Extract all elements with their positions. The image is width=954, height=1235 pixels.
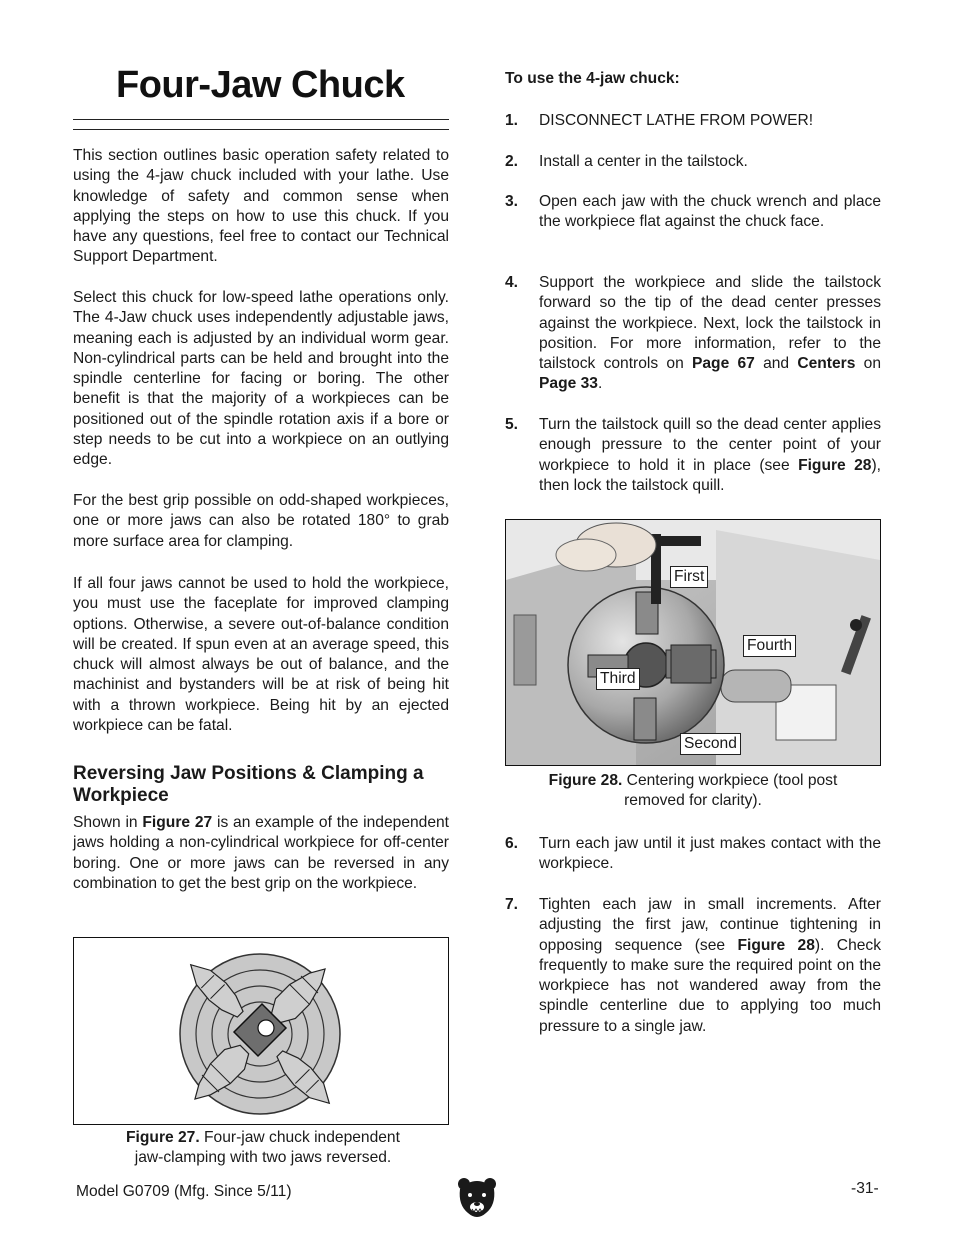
footer-page-number: -31- bbox=[851, 1180, 879, 1197]
figure-27-ref: Figure 27 bbox=[142, 814, 213, 831]
figure-28 bbox=[505, 519, 881, 766]
figure-28-caption: Figure 28. Centering workpiece (tool post removed for clarity). bbox=[548, 772, 838, 810]
step-3: 3. Open each jaw with the chuck wrench and place the workpiece flat against the chuck face. bbox=[505, 193, 881, 231]
step-1: 1. DISCONNECT LATHE FROM POWER! bbox=[505, 112, 814, 129]
step-7: 7. Tighten each jaw in small increments. After adjusting the first jaw, continue tightening in opposing sequence (see Figure 28). Check frequently to make sure the required point on the workpiece has not wandered away from the spindle centerline due to applying too much pressure to a single jaw. bbox=[505, 896, 882, 1035]
reversing-paragraph: Shown in Figure 27 is an example of the independent jaws holding a non-cylindrical workpiece for off-center boring. One or more jaws can be reversed in any combination to get the best grip on the workpiece. bbox=[73, 814, 450, 892]
step-5: 5. Turn the tailstock quill so the dead center applies enough pressure to the center point of your workpiece to hold it in place (see Figure 28), then lock the tailstock quill. bbox=[505, 416, 881, 494]
step-2: 2. Install a center in the tailstock. bbox=[505, 153, 748, 170]
grip-paragraph: For the best grip possible on odd-shaped workpieces, one or more jaws can also be rotated 180° to grab more surface area for clamping. bbox=[73, 492, 449, 550]
lathe-chuck-photo bbox=[506, 520, 880, 765]
warning-paragraph: If all four jaws cannot be used to hold the workpiece, you must use the faceplate for improved clamping options. Otherwise, a severe out-of-balance condition will be created. If spun even at an average speed, this chuck will almost always be out of balance, and the machinist and bystanders will be at risk of being hit with a thrown workpiece. Being hit by an ejected workpiece can be fatal. bbox=[73, 575, 449, 735]
steps-heading: To use the 4-jaw chuck: bbox=[505, 70, 680, 87]
title-rule-bottom bbox=[73, 129, 449, 130]
figure-27-caption: Figure 27. Four-jaw chuck independent jaw-clamping with two jaws reversed. bbox=[126, 1129, 400, 1167]
intro-paragraph: This section outlines basic operation safety related to using the 4-jaw chuck included with your lathe. Use knowledge of safety and common sense when applying the steps on how to use this chuck. If you have any questions, feel free to contact our Technical Support Department. bbox=[73, 147, 449, 266]
four-jaw-chuck-diagram bbox=[74, 938, 448, 1124]
footer-model: Model G0709 (Mfg. Since 5/11) bbox=[76, 1183, 292, 1200]
label-second: Second bbox=[680, 733, 741, 755]
step-6: 6. Turn each jaw until it just makes contact with the workpiece. bbox=[505, 835, 881, 873]
page-title: Four-Jaw Chuck bbox=[116, 64, 405, 106]
grizzly-bear-logo-icon bbox=[456, 1175, 498, 1221]
figure-27 bbox=[73, 937, 449, 1125]
section-subheading: Reversing Jaw Positions & Clamping a Workpiece bbox=[73, 763, 424, 806]
label-third: Third bbox=[596, 668, 640, 690]
usage-paragraph: Select this chuck for low-speed lathe operations only. The 4-Jaw chuck uses independently adjustable jaws, meaning each is adjusted by an individual worm gear. Non-cylindrical parts can be held and brought into the spindle centerline for facing or boring. The other benefit is that the majority of a workpieces can be positioned out of the spindle rotation axis if a bore or step needs to be cut into a workpiece on an outlying edge. bbox=[73, 289, 449, 469]
label-first: First bbox=[670, 566, 708, 588]
label-fourth: Fourth bbox=[743, 635, 796, 657]
title-rule-top bbox=[73, 119, 449, 120]
step-4: 4. Support the workpiece and slide the tailstock forward so the tip of the dead center presses against the workpiece. Next, lock the tailstock in position. For more information, refer to the tailstock controls on Page 67 and Centers on Page 33. bbox=[505, 274, 882, 393]
